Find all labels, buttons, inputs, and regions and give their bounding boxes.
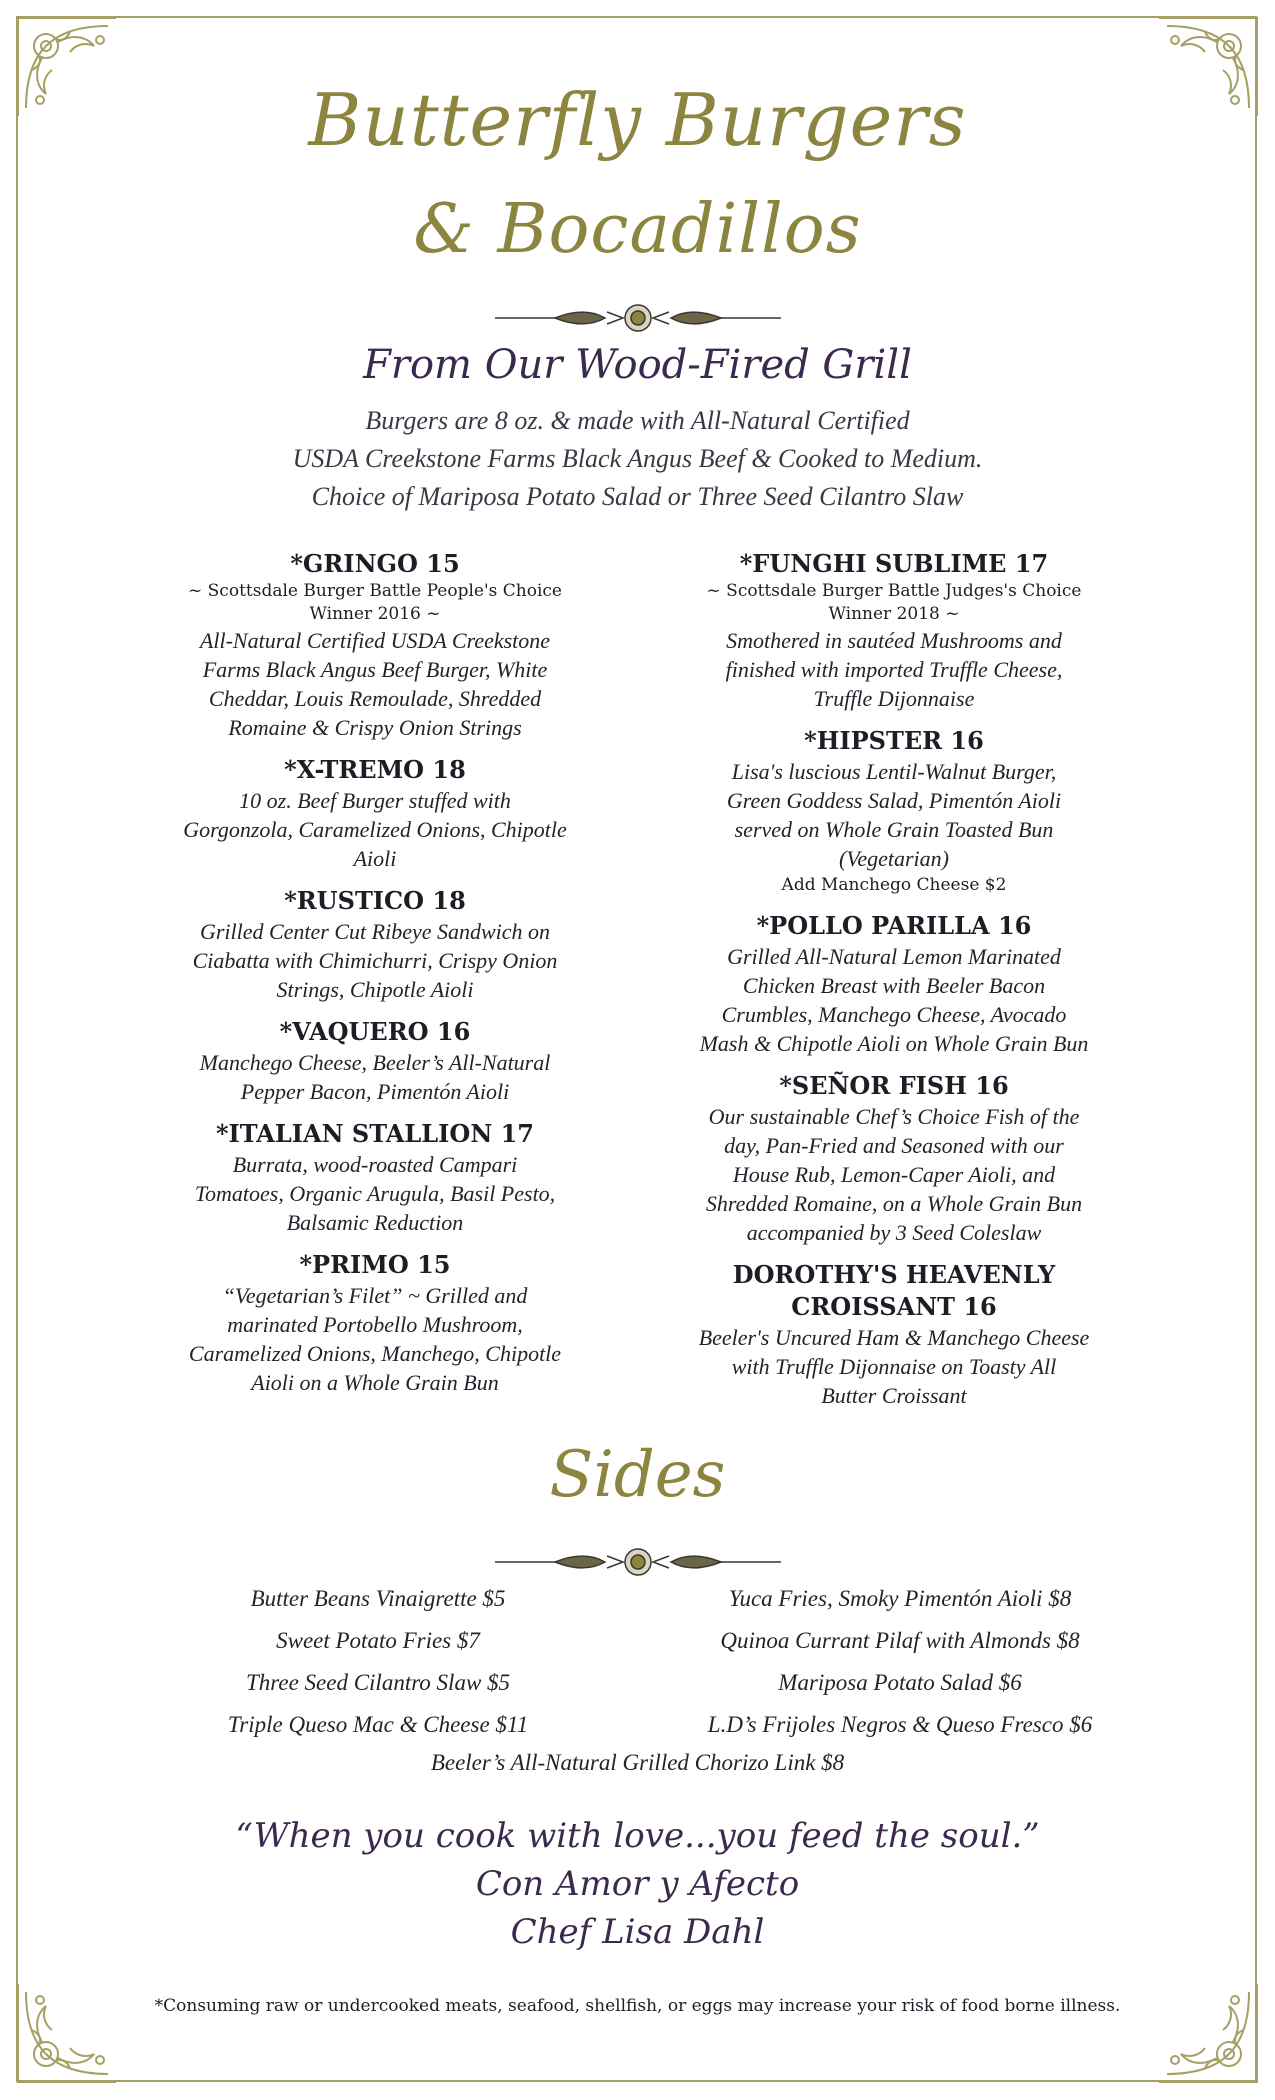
- menu-item-description: Beeler's Uncured Ham & Manchego Cheese: [698, 1325, 1090, 1350]
- menu-item-description: Crumbles, Manchego Cheese, Avocado: [721, 1002, 1067, 1027]
- ornament-divider-icon: [495, 298, 781, 338]
- section-intro: [0, 402, 1275, 516]
- corner-flourish-icon: [12, 1978, 122, 2088]
- sides-heading: Sides: [549, 1438, 726, 1512]
- menu-item-name: *HIPSTER 16: [804, 726, 984, 755]
- restaurant-title-line1: Butterfly Burgers: [308, 78, 967, 162]
- side-item: L.D’s Frijoles Negros & Queso Fresco $6: [707, 1712, 1093, 1737]
- menu-item-description: accompanied by 3 Seed Coleslaw: [746, 1220, 1042, 1245]
- side-item: Sweet Potato Fries $7: [276, 1628, 480, 1653]
- signoff-line: Con Amor y Afecto: [475, 1864, 800, 1904]
- menu-item: [140, 885, 610, 1004]
- menu-item-description: Chicken Breast with Beeler Bacon: [742, 973, 1046, 998]
- side-item: Three Seed Cilantro Slaw $5: [245, 1670, 511, 1695]
- menu-item-description: Butter Croissant: [821, 1383, 967, 1408]
- menu-item-description: “Vegetarian’s Filet” ~ Grilled and: [222, 1283, 528, 1308]
- side-item: Butter Beans Vinaigrette $5: [250, 1586, 506, 1611]
- health-disclaimer: *Consuming raw or undercooked meats, seafood, shellfish, or eggs may increase your risk of food borne illness.: [154, 1996, 1121, 2016]
- menu-item-award: ~ Scottsdale Burger Battle Judges's Choice: [706, 581, 1082, 601]
- menu-item: [659, 725, 1129, 898]
- side-item: Triple Queso Mac & Cheese $11: [227, 1712, 529, 1737]
- menu-item-description: Cheddar, Louis Remoulade, Shredded: [208, 686, 542, 711]
- menu-item-description: Burrata, wood-roasted Campari: [232, 1152, 518, 1177]
- menu-column-right: [659, 548, 1129, 1422]
- menu-item-description: Smothered in sautéed Mushrooms and: [726, 628, 1062, 653]
- menu-item-name: *SEÑOR FISH 16: [779, 1071, 1009, 1100]
- side-item: Yuca Fries, Smoky Pimentón Aioli $8: [728, 1586, 1072, 1611]
- menu-item-description: Tomatoes, Organic Arugula, Basil Pesto,: [194, 1181, 556, 1206]
- menu-item-description: served on Whole Grain Toasted Bun: [734, 817, 1054, 842]
- menu-item-description: Caramelized Onions, Manchego, Chipotle: [188, 1341, 562, 1366]
- menu-item-addon: Add Manchego Cheese $2: [781, 875, 1007, 895]
- menu-item-name: *ITALIAN STALLION 17: [215, 1119, 535, 1148]
- menu-item-description: Grilled All-Natural Lemon Marinated: [727, 944, 1061, 969]
- side-item: Quinoa Currant Pilaf with Almonds $8: [720, 1628, 1080, 1653]
- menu-item: [140, 548, 610, 742]
- menu-item-description: Balsamic Reduction: [286, 1210, 464, 1235]
- menu-item-description: Farms Black Angus Beef Burger, White: [202, 657, 548, 682]
- menu-item-award: ~ Scottsdale Burger Battle People's Choice: [188, 581, 562, 601]
- menu-item-award: Winner 2016 ~: [309, 604, 441, 624]
- menu-item: [140, 1016, 610, 1106]
- menu-item-description: Aioli on a Whole Grain Bun: [251, 1370, 499, 1395]
- menu-item-description: day, Pan-Fried and Seasoned with our: [724, 1133, 1064, 1158]
- menu-item-name: *VAQUERO 16: [279, 1017, 471, 1046]
- menu-item-description: Mash & Chipotle Aioli on Whole Grain Bun: [699, 1031, 1089, 1056]
- sides-column-left: [118, 1578, 638, 1746]
- menu-item-description: Strings, Chipotle Aioli: [276, 977, 474, 1002]
- menu-item-description: Green Goddess Salad, Pimentón Aioli: [726, 788, 1062, 813]
- menu-item-description: Gorgonzola, Caramelized Onions, Chipotle: [183, 817, 567, 842]
- menu-item-description: Ciabatta with Chimichurri, Crispy Onion: [192, 948, 558, 973]
- menu-item-description: Romaine & Crispy Onion Strings: [228, 715, 522, 740]
- menu-item-description: Lisa's luscious Lentil-Walnut Burger,: [731, 759, 1057, 784]
- menu-item-description: Manchego Cheese, Beeler’s All-Natural: [199, 1050, 551, 1075]
- menu-item-description: Our sustainable Chef’s Choice Fish of the: [708, 1104, 1080, 1129]
- menu-item-description: marinated Portobello Mushroom,: [227, 1312, 523, 1337]
- menu-item-description: Shredded Romaine, on a Whole Grain Bun: [705, 1191, 1083, 1216]
- menu-item-description: Grilled Center Cut Ribeye Sandwich on: [199, 919, 551, 944]
- menu-item: [659, 548, 1129, 713]
- intro-line: Burgers are 8 oz. & made with All-Natural Certified: [365, 406, 910, 435]
- menu-item-description: Aioli: [353, 846, 397, 871]
- menu-item-name: *POLLO PARILLA 16: [756, 911, 1032, 940]
- menu-item-name: *FUNGHI SUBLIME 17: [739, 549, 1049, 578]
- menu-item-description: 10 oz. Beef Burger stuffed with: [239, 788, 511, 813]
- sides-column-right: [640, 1578, 1160, 1746]
- menu-item: [140, 1249, 610, 1397]
- menu-item: [140, 1118, 610, 1237]
- corner-flourish-icon: [1153, 1978, 1263, 2088]
- menu-item-name: DOROTHY'S HEAVENLY: [732, 1260, 1056, 1289]
- menu-item: [140, 754, 610, 873]
- menu-item-description: All-Natural Certified USDA Creekstone: [199, 628, 551, 653]
- ornament-divider-icon: [495, 1542, 781, 1582]
- menu-item-name: *X-TREMO 18: [284, 755, 466, 784]
- menu-item-description: Truffle Dijonnaise: [813, 686, 975, 711]
- restaurant-title-line2: & Bocadillos: [413, 190, 862, 269]
- menu-item-name: *GRINGO 15: [290, 549, 460, 578]
- menu-item: [659, 1070, 1129, 1247]
- menu-item-name: *RUSTICO 18: [284, 886, 466, 915]
- menu-item-name: *PRIMO 15: [299, 1250, 451, 1279]
- side-item: Beeler’s All-Natural Grilled Chorizo Link $8: [430, 1750, 845, 1775]
- menu-item-description: with Truffle Dijonnaise on Toasty All: [731, 1354, 1057, 1379]
- menu-item-description: finished with imported Truffle Cheese,: [725, 657, 1063, 682]
- chef-quote: “When you cook with love...you feed the soul.”: [235, 1816, 1040, 1856]
- chef-signature: Chef Lisa Dahl: [510, 1912, 765, 1952]
- menu-item: [659, 1259, 1129, 1410]
- menu-item-description: Pepper Bacon, Pimentón Aioli: [240, 1079, 510, 1104]
- menu-item-description: (Vegetarian): [839, 846, 949, 871]
- menu-column-left: [140, 548, 610, 1409]
- menu-item-award: Winner 2018 ~: [828, 604, 960, 624]
- menu-item-description: House Rub, Lemon-Caper Aioli, and: [732, 1162, 1056, 1187]
- intro-line: Choice of Mariposa Potato Salad or Three Seed Cilantro Slaw: [311, 482, 964, 511]
- section-heading: From Our Wood-Fired Grill: [363, 342, 912, 388]
- menu-item-name: CROISSANT 16: [791, 1292, 997, 1321]
- side-item: Mariposa Potato Salad $6: [778, 1670, 1022, 1695]
- intro-line: USDA Creekstone Farms Black Angus Beef & Cooked to Medium.: [292, 444, 983, 473]
- menu-item: [659, 910, 1129, 1058]
